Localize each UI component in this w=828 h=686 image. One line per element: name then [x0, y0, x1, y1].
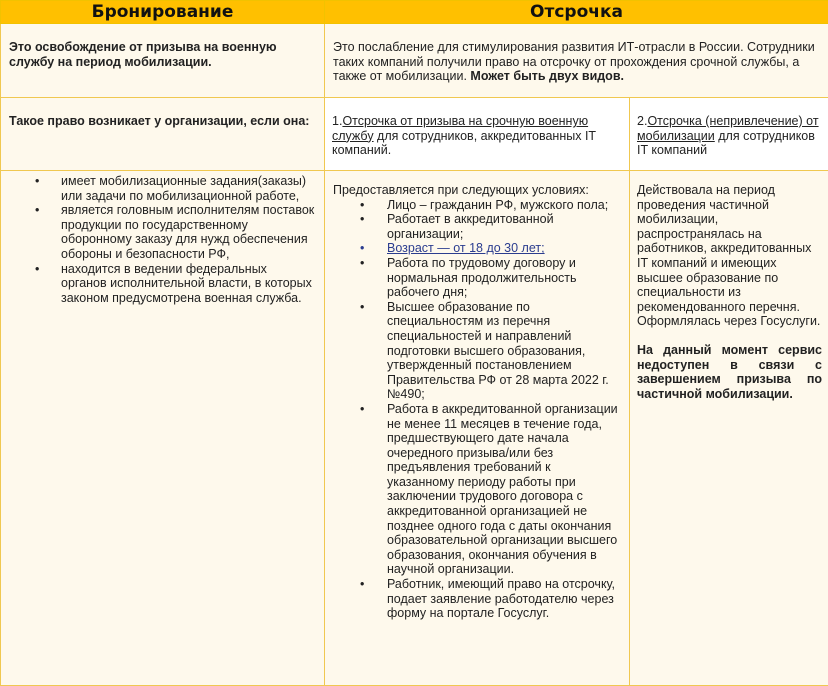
booking-condition-title-cell [1, 98, 325, 171]
deferment1-rest: для сотрудников, аккредитованных IT компаний. [332, 129, 596, 158]
list-item: • Лицо – гражданин РФ, мужского пола; [333, 198, 621, 213]
list-item: • является головным исполнителям поставок продукции по государственному оборонному заказу для нужд обеспечения обороны и безопасности РФ, [9, 203, 316, 261]
deferment2-title-cell [630, 98, 828, 171]
deferment2-details [630, 171, 828, 401]
deferment1-link[interactable]: Отсрочка от призыва на срочную военную службу [332, 114, 588, 143]
booking-definition: Это освобождение от призыва на военную службу на период мобилизации. [1, 24, 324, 69]
header-row [1, 1, 828, 24]
booking-definition-cell [1, 24, 325, 98]
definition-row [1, 24, 828, 98]
header-deferment: Отсрочка [325, 1, 828, 24]
deferment2-details-cell [630, 171, 828, 686]
condition-title-row [1, 98, 828, 171]
list-item: • Работает в аккредитованной организации; [333, 212, 621, 241]
deferment1-details-cell [325, 171, 630, 686]
deferment-definition-bold: Может быть двух видов. [470, 69, 624, 83]
deferment-definition [325, 24, 828, 84]
deferment-definition-cell [325, 24, 828, 98]
booking-details-cell [1, 171, 325, 686]
booking-list [9, 174, 316, 305]
list-item[interactable]: • Возраст — от 18 до 30 лет; [333, 241, 621, 256]
deferment2-rest: для сотрудников IT компаний [637, 129, 815, 158]
header-booking: Бронирование [1, 1, 325, 24]
details-row [1, 171, 828, 686]
conditions-list [333, 198, 621, 621]
deferment1-title-cell [325, 98, 630, 171]
deferment2-prefix: 2. [637, 114, 647, 128]
deferment2-link[interactable]: Отсрочка (непривлечение) от мобилизации [637, 114, 819, 143]
deferment2-title [630, 98, 828, 158]
deferment1-details [325, 171, 629, 621]
deferment-definition-text: Это послабление для стимулирования развития ИТ-отрасли в России. Сотрудники таких компаний получили право на отсрочку от прохождения срочной службы, а также от мобилизации. [333, 40, 815, 83]
booking-condition-title: Такое право возникает у организации, если она: [1, 98, 324, 129]
mobilization-notice: На данный момент сервис недоступен в связи с завершением призыва по частичной мобилизации. [637, 343, 822, 401]
deferment1-title [325, 98, 629, 158]
list-item: • Высшее образование по специальностям из перечня специальностей и направлений подготовки высшего образования, утвержденный постановлением Правительства РФ от 28 марта 2022 г. №490; [333, 300, 621, 402]
conditions-intro: Предоставляется при следующих условиях: [333, 183, 621, 198]
list-item: • имеет мобилизационные задания(заказы) или задачи по мобилизационной работе, [9, 174, 316, 203]
booking-details [1, 171, 324, 305]
mobilization-text: Действовала на период проведения частичной мобилизации, распространялась на работников, аккредитованных IT компаний и имеющих высшее образование по специальности из рекомендованного перечня. Оформлялась через Госуслуги. [637, 183, 822, 329]
deferment1-prefix: 1. [332, 114, 342, 128]
list-item: • Работник, имеющий право на отсрочку, подает заявление работодателю через форму на портале Госуслуг. [333, 577, 621, 621]
list-item: • Работа в аккредитованной организации не менее 11 месяцев в течение года, предшествующего дате начала очередного призыва/или без предъявления требований к указанному периоду работы при заключении трудового договора с аккредитованной организацией не позднее одного года с даты окончания образовательной организации высшего образования, окончания обучения в научной организации. [333, 402, 621, 577]
list-item: • находится в ведении федеральных органов исполнительной власти, в которых законом предусмотрена военная служба. [9, 262, 316, 306]
list-item: • Работа по трудовому договору и нормальная продолжительность рабочего дня; [333, 256, 621, 300]
